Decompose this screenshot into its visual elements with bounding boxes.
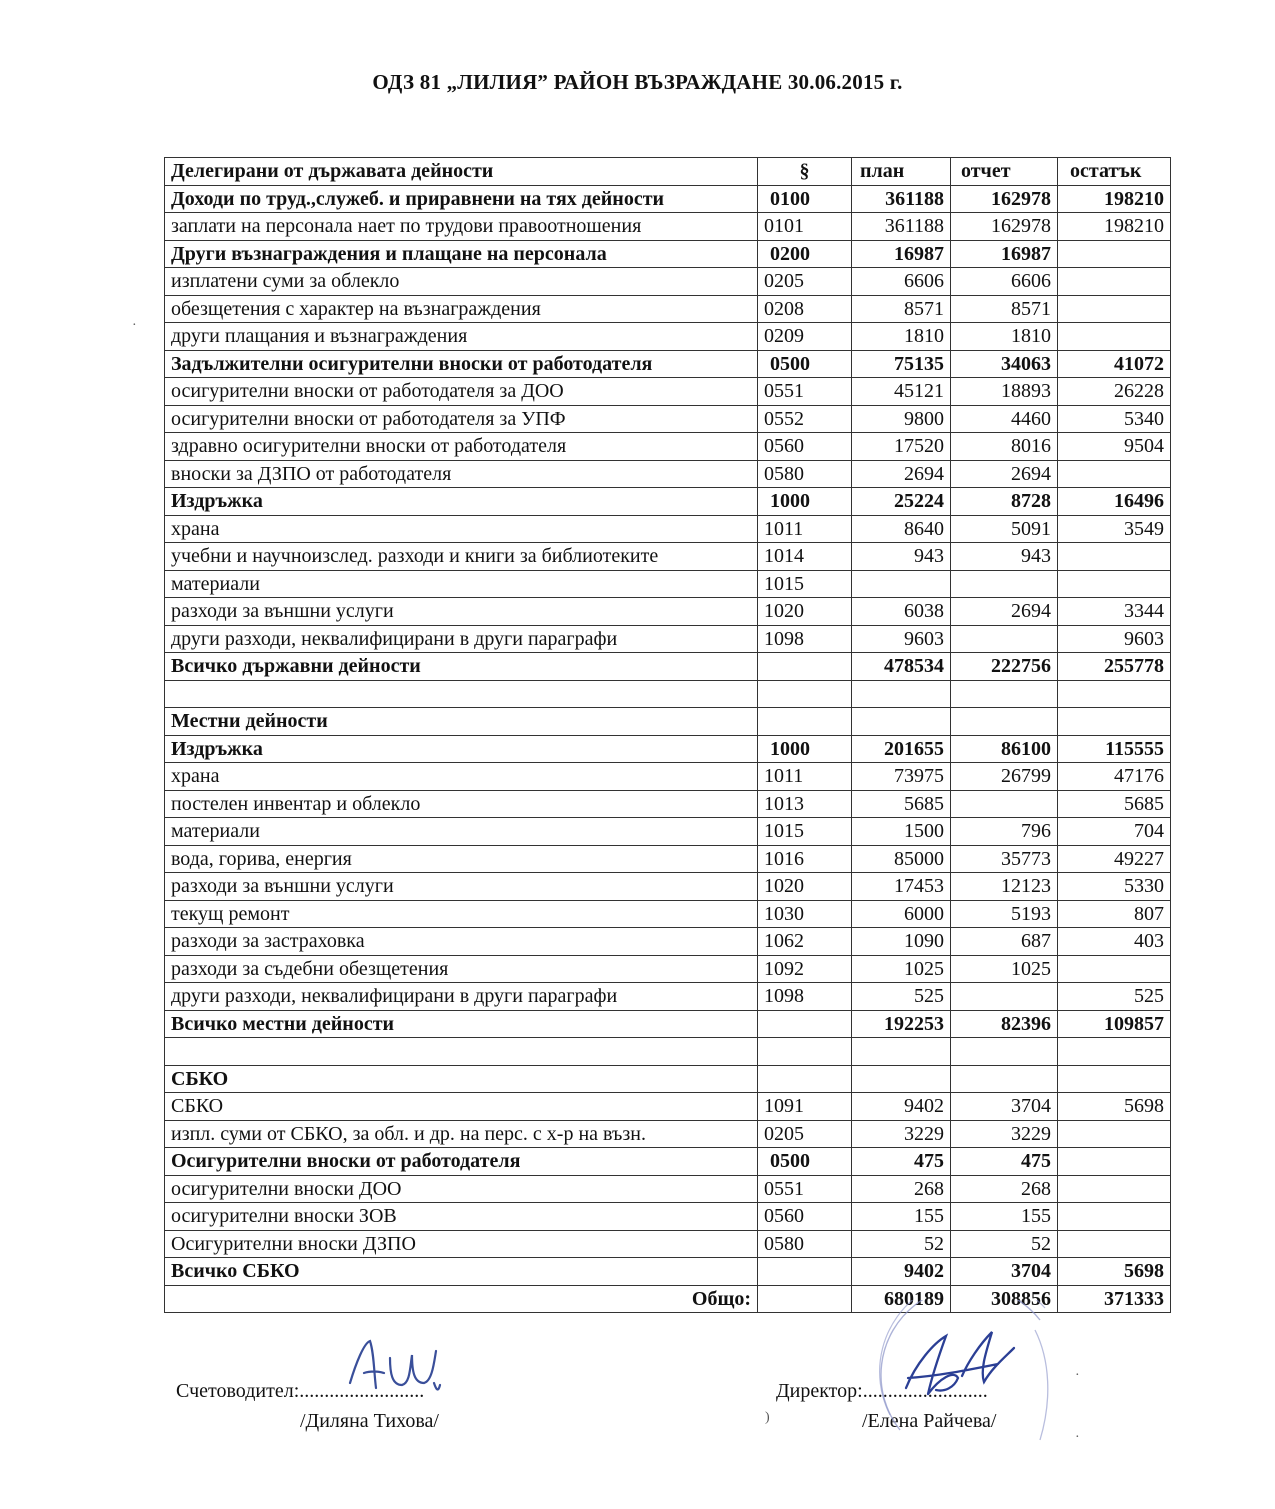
- row-remainder: [1058, 570, 1171, 598]
- table-row: [165, 625, 1171, 653]
- row-report: 34063: [951, 350, 1058, 378]
- scan-speck: ·: [1075, 1430, 1080, 1445]
- row-remainder: 255778: [1058, 653, 1171, 681]
- row-remainder: 403: [1058, 928, 1171, 956]
- row-remainder: [1058, 1065, 1171, 1093]
- row-report: 3704: [951, 1093, 1058, 1121]
- row-section-code: 1011: [758, 763, 852, 791]
- row-name: материали: [165, 818, 758, 846]
- row-section-code: 1020: [758, 598, 852, 626]
- row-name: материали: [165, 570, 758, 598]
- row-plan: 16987: [852, 240, 951, 268]
- table-header-row: [165, 158, 1171, 186]
- row-section-code: 0580: [758, 460, 852, 488]
- row-name: Задължителни осигурителни вноски от работодателя: [165, 350, 758, 378]
- row-remainder: [1058, 680, 1171, 708]
- row-plan: 45121: [852, 378, 951, 406]
- table-row: [165, 405, 1171, 433]
- row-report: 1025: [951, 955, 1058, 983]
- row-name: Всичко държавни дейности: [165, 653, 758, 681]
- director-signature-line: Директор:.........................: [776, 1380, 988, 1402]
- row-remainder: [1058, 268, 1171, 296]
- scan-speck: ·: [1075, 1368, 1080, 1383]
- row-plan: 525: [852, 983, 951, 1011]
- row-plan: [852, 570, 951, 598]
- row-plan: 9402: [852, 1093, 951, 1121]
- row-remainder: [1058, 1175, 1171, 1203]
- row-plan: 52: [852, 1230, 951, 1258]
- row-section-code: 0200: [758, 240, 852, 268]
- row-report: 268: [951, 1175, 1058, 1203]
- row-report: 687: [951, 928, 1058, 956]
- row-name: Издръжка: [165, 488, 758, 516]
- accountant-handwritten-signature: [330, 1333, 470, 1403]
- row-plan: 361188: [852, 185, 951, 213]
- row-report: 26799: [951, 763, 1058, 791]
- row-remainder: 41072: [1058, 350, 1171, 378]
- table-row: [165, 1038, 1171, 1066]
- document-title: ОДЗ 81 „ЛИЛИЯ” РАЙОН ВЪЗРАЖДАНЕ 30.06.2015 г.: [372, 70, 903, 94]
- row-plan: 361188: [852, 213, 951, 241]
- table-row: [165, 460, 1171, 488]
- row-section-code: 1011: [758, 515, 852, 543]
- row-plan: 17520: [852, 433, 951, 461]
- row-remainder: 109857: [1058, 1010, 1171, 1038]
- header-plan: план: [852, 158, 951, 186]
- table-row: [165, 818, 1171, 846]
- row-remainder: 3549: [1058, 515, 1171, 543]
- table-row: [165, 570, 1171, 598]
- row-report: 52: [951, 1230, 1058, 1258]
- budget-report-table: [164, 157, 1171, 1313]
- row-section-code: 1014: [758, 543, 852, 571]
- table-row: [165, 1010, 1171, 1038]
- row-section-code: [758, 708, 852, 736]
- table-row: [165, 185, 1171, 213]
- row-plan: 6038: [852, 598, 951, 626]
- row-remainder: 9504: [1058, 433, 1171, 461]
- row-report: 475: [951, 1148, 1058, 1176]
- row-plan: 85000: [852, 845, 951, 873]
- row-section-code: [758, 1038, 852, 1066]
- row-remainder: 5698: [1058, 1258, 1171, 1286]
- row-plan: [852, 1065, 951, 1093]
- row-plan: 3229: [852, 1120, 951, 1148]
- table-row: [165, 598, 1171, 626]
- row-section-code: [758, 1065, 852, 1093]
- row-plan: 943: [852, 543, 951, 571]
- row-section-code: 0580: [758, 1230, 852, 1258]
- table-row: [165, 1203, 1171, 1231]
- row-plan: 1810: [852, 323, 951, 351]
- table-row: [165, 323, 1171, 351]
- header-remainder: остатък: [1058, 158, 1171, 186]
- row-remainder: 49227: [1058, 845, 1171, 873]
- table-row: [165, 763, 1171, 791]
- row-name: Общо:: [165, 1285, 758, 1313]
- row-section-code: 1000: [758, 488, 852, 516]
- row-report: 8728: [951, 488, 1058, 516]
- row-section-code: 1013: [758, 790, 852, 818]
- table-row: [165, 295, 1171, 323]
- row-remainder: 198210: [1058, 185, 1171, 213]
- row-name: заплати на персонала нает по трудови правоотношения: [165, 213, 758, 241]
- row-report: 5091: [951, 515, 1058, 543]
- row-section-code: 1015: [758, 818, 852, 846]
- row-name: Осигурителни вноски от работодателя: [165, 1148, 758, 1176]
- scan-speck: ): [765, 1410, 770, 1425]
- table-row: [165, 1148, 1171, 1176]
- table-row: [165, 955, 1171, 983]
- row-report: 35773: [951, 845, 1058, 873]
- table-row: [165, 1065, 1171, 1093]
- row-report: [951, 983, 1058, 1011]
- row-plan: [852, 708, 951, 736]
- row-report: [951, 680, 1058, 708]
- row-remainder: 5330: [1058, 873, 1171, 901]
- row-name: разходи за застраховка: [165, 928, 758, 956]
- row-report: 8571: [951, 295, 1058, 323]
- header-section: §: [758, 158, 852, 186]
- table-row: [165, 928, 1171, 956]
- row-name: Осигурителни вноски ДЗПО: [165, 1230, 758, 1258]
- row-section-code: 1098: [758, 625, 852, 653]
- row-section-code: 0208: [758, 295, 852, 323]
- row-name: Други възнаграждения и плащане на персонала: [165, 240, 758, 268]
- row-section-code: [758, 1258, 852, 1286]
- row-report: 18893: [951, 378, 1058, 406]
- table-row: [165, 543, 1171, 571]
- table-row: [165, 983, 1171, 1011]
- row-report: 6606: [951, 268, 1058, 296]
- row-name: осигурителни вноски от работодателя за УПФ: [165, 405, 758, 433]
- row-remainder: [1058, 460, 1171, 488]
- row-report: 162978: [951, 185, 1058, 213]
- row-plan: 6000: [852, 900, 951, 928]
- row-report: 8016: [951, 433, 1058, 461]
- row-name: разходи за външни услуги: [165, 598, 758, 626]
- row-name: Всичко местни дейности: [165, 1010, 758, 1038]
- row-name: осигурителни вноски от работодателя за ДОО: [165, 378, 758, 406]
- row-name: Местни дейности: [165, 708, 758, 736]
- row-report: 3704: [951, 1258, 1058, 1286]
- table-row: [165, 735, 1171, 763]
- row-plan: 2694: [852, 460, 951, 488]
- row-plan: 1500: [852, 818, 951, 846]
- row-remainder: 5685: [1058, 790, 1171, 818]
- row-report: 82396: [951, 1010, 1058, 1038]
- table-row: [165, 845, 1171, 873]
- row-name: учебни и научноизслед. разходи и книги за библиотеките: [165, 543, 758, 571]
- row-plan: 192253: [852, 1010, 951, 1038]
- table-row: [165, 515, 1171, 543]
- row-report: [951, 570, 1058, 598]
- row-plan: 9800: [852, 405, 951, 433]
- row-remainder: [1058, 240, 1171, 268]
- row-plan: 17453: [852, 873, 951, 901]
- table-row: [165, 433, 1171, 461]
- row-name: Издръжка: [165, 735, 758, 763]
- row-section-code: 1091: [758, 1093, 852, 1121]
- table-row: [165, 653, 1171, 681]
- row-plan: 268: [852, 1175, 951, 1203]
- row-remainder: [1058, 1148, 1171, 1176]
- row-name: храна: [165, 515, 758, 543]
- row-remainder: 371333: [1058, 1285, 1171, 1313]
- row-section-code: 0560: [758, 1203, 852, 1231]
- row-section-code: [758, 1010, 852, 1038]
- table-row: [165, 378, 1171, 406]
- header-name: Делегирани от държавата дейности: [165, 158, 758, 186]
- row-remainder: [1058, 708, 1171, 736]
- row-section-code: 0100: [758, 185, 852, 213]
- row-plan: 9603: [852, 625, 951, 653]
- row-report: 86100: [951, 735, 1058, 763]
- row-remainder: [1058, 543, 1171, 571]
- row-report: [951, 1038, 1058, 1066]
- row-remainder: 5698: [1058, 1093, 1171, 1121]
- row-report: 1810: [951, 323, 1058, 351]
- row-remainder: 115555: [1058, 735, 1171, 763]
- row-report: 155: [951, 1203, 1058, 1231]
- table-row: [165, 350, 1171, 378]
- row-plan: 73975: [852, 763, 951, 791]
- row-plan: 201655: [852, 735, 951, 763]
- row-report: 222756: [951, 653, 1058, 681]
- row-plan: 6606: [852, 268, 951, 296]
- row-remainder: [1058, 295, 1171, 323]
- header-report: отчет: [951, 158, 1058, 186]
- row-name: осигурителни вноски ЗОВ: [165, 1203, 758, 1231]
- row-name: осигурителни вноски ДОО: [165, 1175, 758, 1203]
- row-plan: [852, 680, 951, 708]
- row-report: 16987: [951, 240, 1058, 268]
- row-name: текущ ремонт: [165, 900, 758, 928]
- row-plan: 8640: [852, 515, 951, 543]
- table-row: [165, 900, 1171, 928]
- row-section-code: 1020: [758, 873, 852, 901]
- row-name: [165, 1038, 758, 1066]
- row-name: Доходи по труд.,служеб. и приравнени на тях дейности: [165, 185, 758, 213]
- row-plan: 1090: [852, 928, 951, 956]
- row-name: СБКО: [165, 1065, 758, 1093]
- row-plan: 680189: [852, 1285, 951, 1313]
- row-name: обезщетения с характер на възнаграждения: [165, 295, 758, 323]
- row-section-code: [758, 653, 852, 681]
- table-row: [165, 790, 1171, 818]
- row-section-code: 1015: [758, 570, 852, 598]
- row-section-code: 0560: [758, 433, 852, 461]
- row-plan: 478534: [852, 653, 951, 681]
- row-remainder: 26228: [1058, 378, 1171, 406]
- row-report: 2694: [951, 460, 1058, 488]
- row-plan: 1025: [852, 955, 951, 983]
- director-name: /Елена Райчева/: [862, 1410, 997, 1432]
- row-report: 2694: [951, 598, 1058, 626]
- row-section-code: 0101: [758, 213, 852, 241]
- row-plan: 155: [852, 1203, 951, 1231]
- row-name: Всичко СБКО: [165, 1258, 758, 1286]
- row-report: 5193: [951, 900, 1058, 928]
- table-row: [165, 1258, 1171, 1286]
- row-remainder: [1058, 1038, 1171, 1066]
- row-name: здравно осигурителни вноски от работодателя: [165, 433, 758, 461]
- table-row: [165, 873, 1171, 901]
- row-name: постелен инвентар и облекло: [165, 790, 758, 818]
- row-section-code: 1092: [758, 955, 852, 983]
- row-section-code: 1062: [758, 928, 852, 956]
- row-name: други плащания и възнаграждения: [165, 323, 758, 351]
- row-remainder: 525: [1058, 983, 1171, 1011]
- row-report: [951, 625, 1058, 653]
- row-remainder: 9603: [1058, 625, 1171, 653]
- row-report: [951, 790, 1058, 818]
- row-report: 308856: [951, 1285, 1058, 1313]
- table-row: [165, 1230, 1171, 1258]
- table-row: [165, 488, 1171, 516]
- table-row: [165, 268, 1171, 296]
- row-section-code: 0500: [758, 350, 852, 378]
- accountant-signature-line: Счетоводител:.........................: [176, 1380, 425, 1402]
- row-remainder: 704: [1058, 818, 1171, 846]
- row-report: 12123: [951, 873, 1058, 901]
- row-section-code: 0551: [758, 1175, 852, 1203]
- row-remainder: 198210: [1058, 213, 1171, 241]
- scan-speck: ·: [132, 318, 137, 333]
- row-name: [165, 680, 758, 708]
- row-name: храна: [165, 763, 758, 791]
- row-remainder: 3344: [1058, 598, 1171, 626]
- table-row: [165, 680, 1171, 708]
- director-handwritten-signature: [888, 1318, 1028, 1408]
- row-section-code: 0552: [758, 405, 852, 433]
- row-section-code: 0205: [758, 1120, 852, 1148]
- row-name: изпл. суми от СБКО, за обл. и др. на перс. с х-р на възн.: [165, 1120, 758, 1148]
- row-name: СБКО: [165, 1093, 758, 1121]
- row-remainder: [1058, 1120, 1171, 1148]
- row-plan: 8571: [852, 295, 951, 323]
- row-remainder: [1058, 955, 1171, 983]
- row-name: вода, горива, енергия: [165, 845, 758, 873]
- row-name: разходи за външни услуги: [165, 873, 758, 901]
- row-section-code: [758, 1285, 852, 1313]
- row-section-code: 0209: [758, 323, 852, 351]
- row-remainder: [1058, 1230, 1171, 1258]
- row-remainder: [1058, 323, 1171, 351]
- row-name: изплатени суми за облекло: [165, 268, 758, 296]
- row-plan: 9402: [852, 1258, 951, 1286]
- row-remainder: 5340: [1058, 405, 1171, 433]
- row-plan: 475: [852, 1148, 951, 1176]
- row-section-code: 0551: [758, 378, 852, 406]
- row-remainder: [1058, 1203, 1171, 1231]
- row-plan: 5685: [852, 790, 951, 818]
- table-row: [165, 1175, 1171, 1203]
- row-section-code: 1030: [758, 900, 852, 928]
- row-name: разходи за съдебни обезщетения: [165, 955, 758, 983]
- row-report: 796: [951, 818, 1058, 846]
- table-row: [165, 708, 1171, 736]
- row-remainder: 47176: [1058, 763, 1171, 791]
- row-plan: 25224: [852, 488, 951, 516]
- accountant-name: /Диляна Тихова/: [300, 1410, 439, 1432]
- row-remainder: 16496: [1058, 488, 1171, 516]
- row-section-code: 0500: [758, 1148, 852, 1176]
- row-section-code: 0205: [758, 268, 852, 296]
- row-section-code: 1098: [758, 983, 852, 1011]
- row-report: 943: [951, 543, 1058, 571]
- row-report: 3229: [951, 1120, 1058, 1148]
- row-plan: 75135: [852, 350, 951, 378]
- row-report: 4460: [951, 405, 1058, 433]
- row-remainder: 807: [1058, 900, 1171, 928]
- row-name: вноски за ДЗПО от работодателя: [165, 460, 758, 488]
- table-row: [165, 213, 1171, 241]
- table-row: [165, 1120, 1171, 1148]
- row-report: 162978: [951, 213, 1058, 241]
- table-row: [165, 240, 1171, 268]
- row-section-code: 1016: [758, 845, 852, 873]
- table-row: [165, 1093, 1171, 1121]
- row-plan: [852, 1038, 951, 1066]
- row-section-code: 1000: [758, 735, 852, 763]
- row-report: [951, 708, 1058, 736]
- row-report: [951, 1065, 1058, 1093]
- row-section-code: [758, 680, 852, 708]
- row-name: други разходи, неквалифицирани в други параграфи: [165, 983, 758, 1011]
- row-name: други разходи, неквалифицирани в други параграфи: [165, 625, 758, 653]
